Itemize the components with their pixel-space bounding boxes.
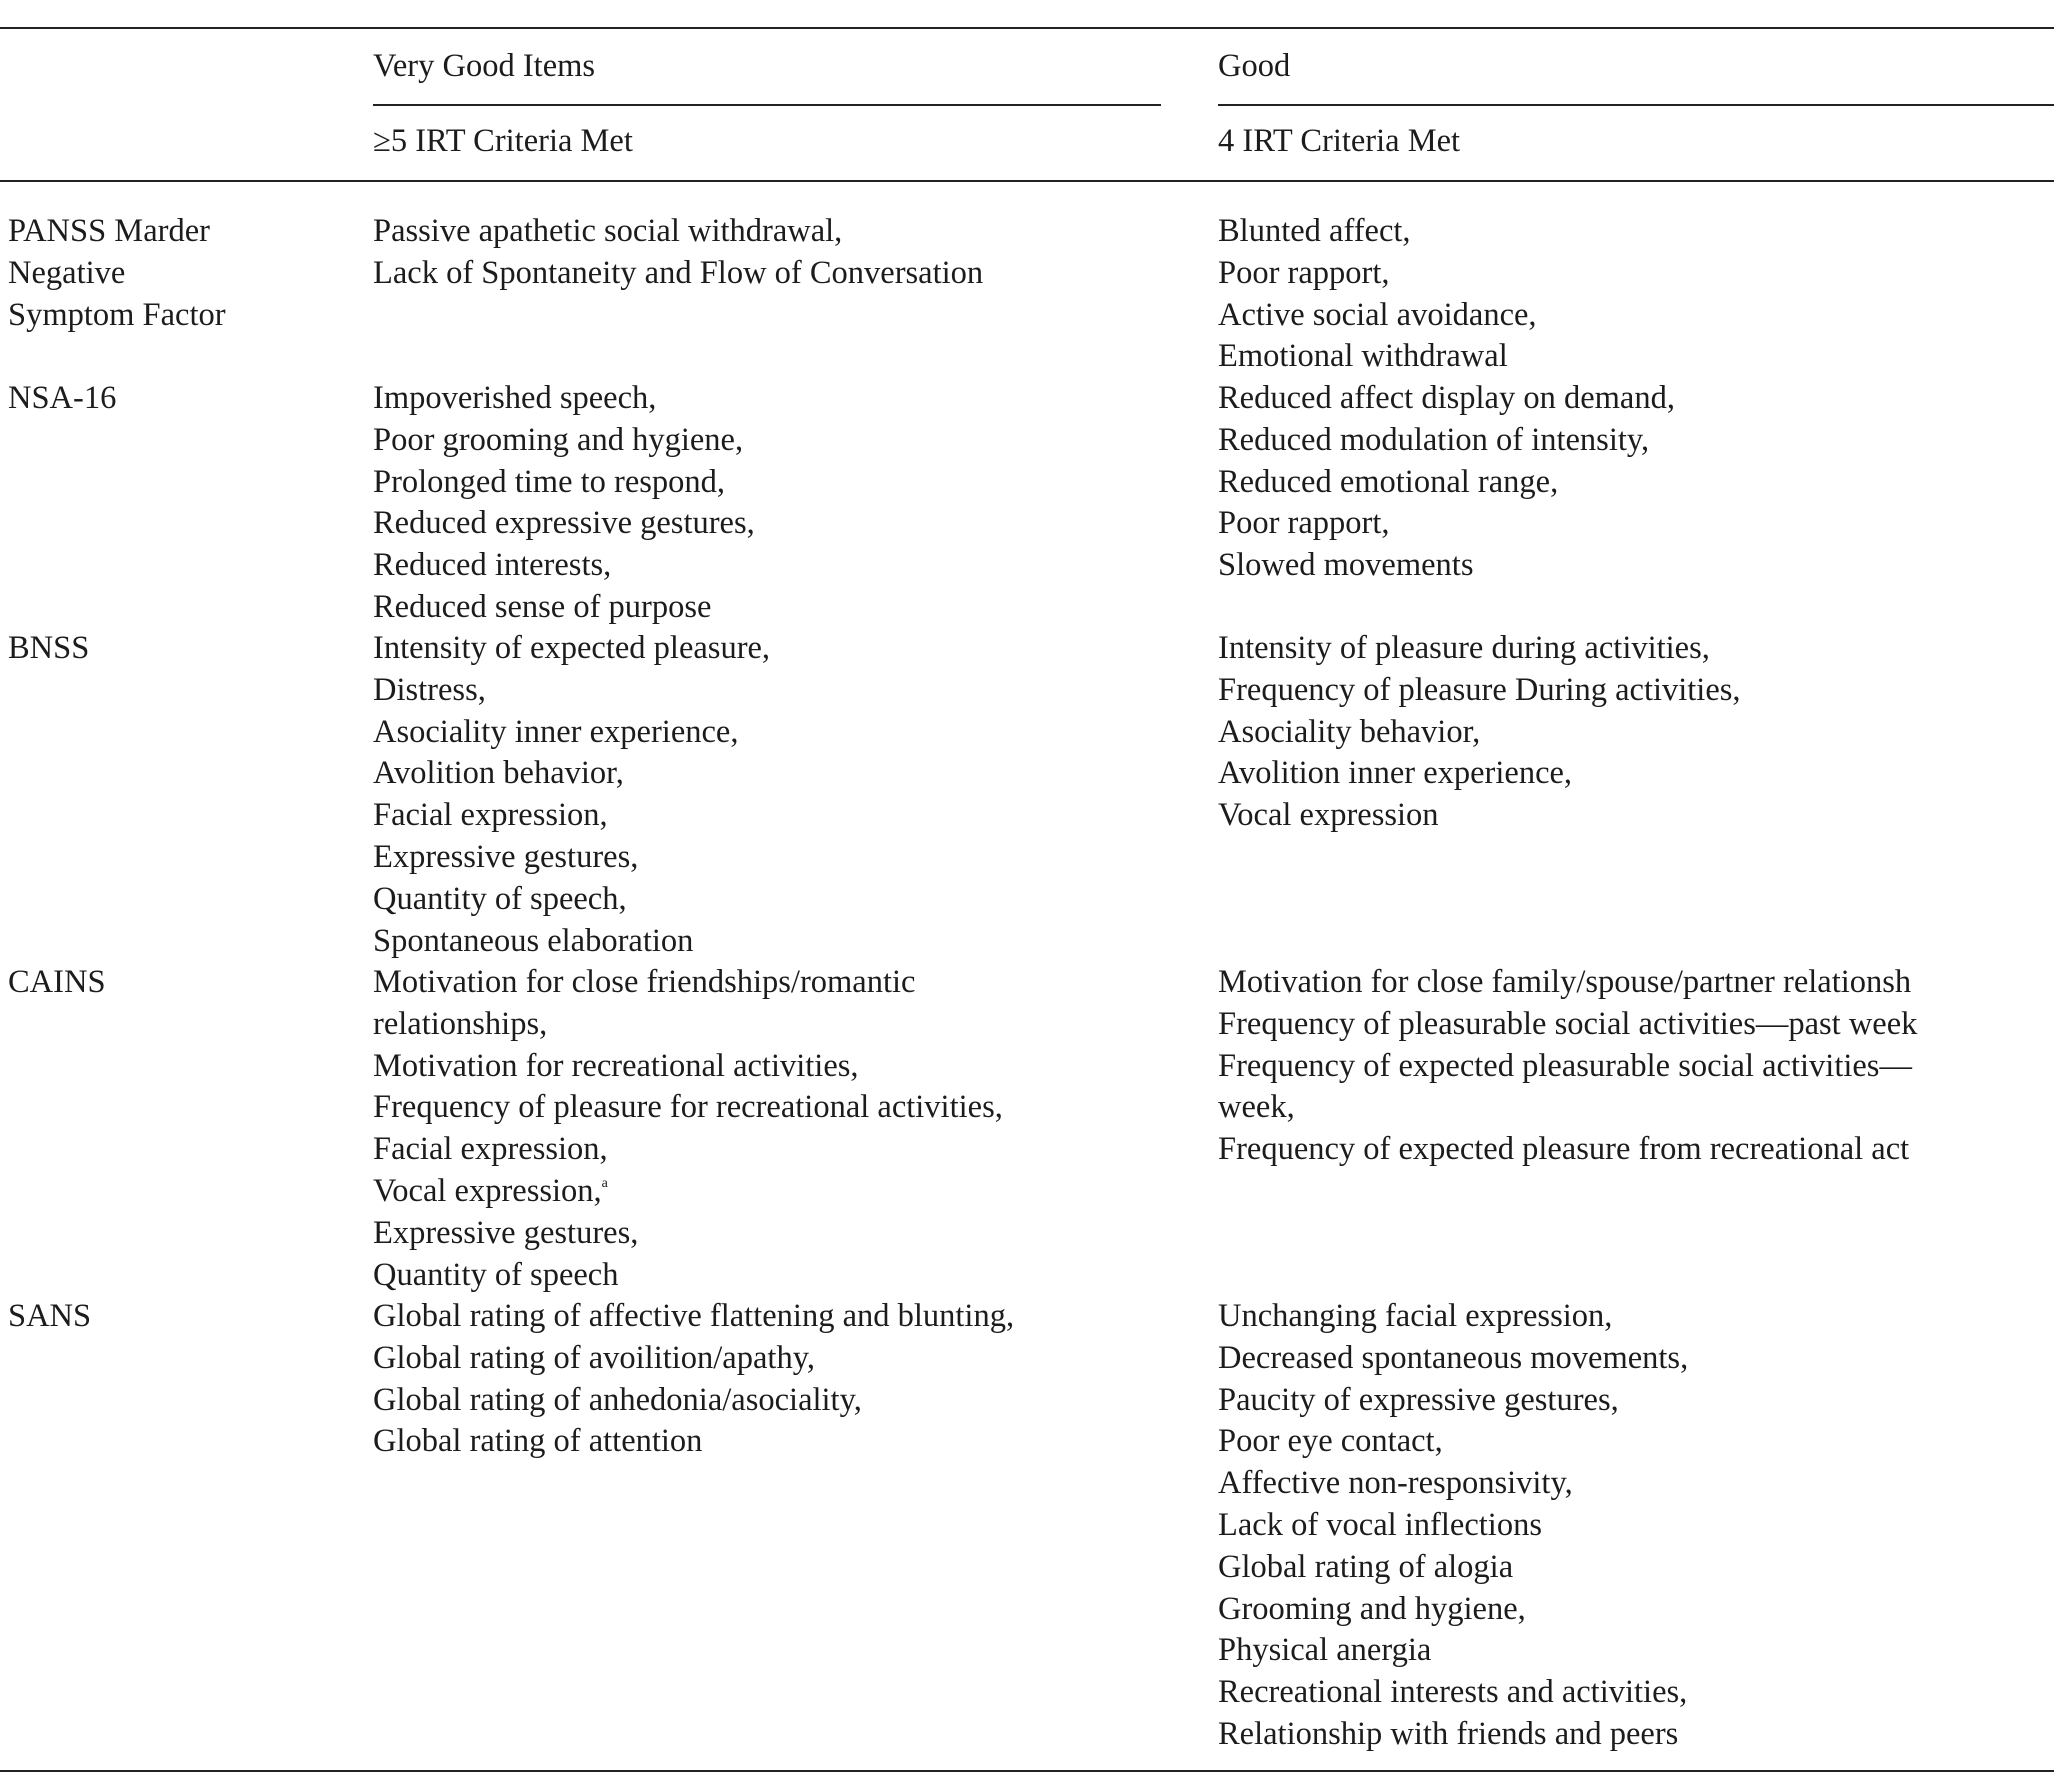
item-line: Intensity of expected pleasure, bbox=[373, 630, 771, 666]
scale-label-line: PANSS Marder bbox=[8, 213, 210, 249]
row-sans-good bbox=[1218, 1296, 1688, 1756]
scale-label-line: BNSS bbox=[8, 630, 90, 666]
item-line: Asociality inner experience, bbox=[373, 713, 739, 750]
item-line: Quantity of speech, bbox=[373, 880, 627, 917]
item-line: Prolonged time to respond, bbox=[373, 463, 726, 500]
item-line: Lack of Spontaneity and Flow of Conversation bbox=[373, 254, 984, 291]
item-line: Grooming and hygiene, bbox=[1218, 1590, 1526, 1627]
item-line: Global rating of affective flattening and blunting, bbox=[373, 1298, 1015, 1334]
row-sans-very-good bbox=[373, 1296, 1014, 1463]
item-line: Poor eye contact, bbox=[1218, 1423, 1443, 1460]
scale-label-line: Negative bbox=[8, 254, 126, 291]
item-line: Motivation for close friendships/romantic bbox=[373, 964, 916, 1000]
item-line: week, bbox=[1218, 1089, 1295, 1126]
item-line: Frequency of pleasure for recreational activities, bbox=[373, 1089, 1003, 1126]
item-line: Global rating of anhedonia/asociality, bbox=[373, 1381, 862, 1418]
item-line: Reduced sense of purpose bbox=[373, 588, 712, 625]
row-cains-good bbox=[1218, 962, 1917, 1171]
footnote-marker: a bbox=[601, 1175, 608, 1191]
row-bnss-scale bbox=[8, 628, 89, 670]
item-line: Global rating of avoilition/apathy, bbox=[373, 1339, 815, 1376]
item-line: Emotional withdrawal bbox=[1218, 338, 1508, 375]
item-line: Poor grooming and hygiene, bbox=[373, 421, 744, 458]
scale-label-line: CAINS bbox=[8, 964, 106, 1000]
item-line: Lack of vocal inflections bbox=[1218, 1506, 1542, 1543]
item-line: Intensity of pleasure during activities, bbox=[1218, 630, 1710, 666]
item-line: Global rating of attention bbox=[373, 1423, 703, 1460]
item-line: Poor rapport, bbox=[1218, 254, 1390, 291]
header-good-criteria: 4 IRT Criteria Met bbox=[1218, 123, 1461, 159]
scale-label-line: SANS bbox=[8, 1298, 92, 1334]
item-line: Asociality behavior, bbox=[1218, 713, 1481, 750]
item-line: Frequency of expected pleasurable social activities— bbox=[1218, 1047, 1912, 1084]
item-line: Expressive gestures, bbox=[373, 1214, 639, 1251]
item-line: Blunted affect, bbox=[1218, 213, 1411, 249]
item-line: Passive apathetic social withdrawal, bbox=[373, 213, 843, 249]
item-line: Avolition behavior, bbox=[373, 755, 624, 792]
item-line: Relationship with friends and peers bbox=[1218, 1715, 1679, 1752]
header-bottom-rule bbox=[0, 180, 2054, 182]
row-cains-scale bbox=[8, 962, 106, 1004]
item-line: Frequency of pleasurable social activities—past week bbox=[1218, 1005, 1918, 1042]
item-line: Recreational interests and activities, bbox=[1218, 1674, 1688, 1711]
item-line: Paucity of expressive gestures, bbox=[1218, 1381, 1619, 1418]
row-nsa16-scale bbox=[8, 378, 116, 420]
item-line: Motivation for close family/spouse/partner relationsh bbox=[1218, 964, 1912, 1000]
item-line: Reduced interests, bbox=[373, 547, 612, 584]
item-line: Decreased spontaneous movements, bbox=[1218, 1339, 1689, 1376]
header-good: Good bbox=[1218, 48, 1291, 84]
item-line: Slowed movements bbox=[1218, 547, 1474, 584]
item-line: Affective non-responsivity, bbox=[1218, 1465, 1573, 1502]
row-panss-very-good bbox=[373, 211, 983, 295]
item-line: relationships, bbox=[373, 1005, 548, 1042]
item-line: Poor rapport, bbox=[1218, 505, 1390, 542]
item-text: Vocal expression, bbox=[373, 1172, 602, 1209]
row-nsa16-good bbox=[1218, 378, 1675, 587]
item-line: Spontaneous elaboration bbox=[373, 922, 694, 959]
row-panss-good bbox=[1218, 211, 1537, 378]
item-line: Reduced emotional range, bbox=[1218, 463, 1559, 500]
table-bottom-rule bbox=[0, 1770, 2054, 1772]
table-top-rule bbox=[0, 27, 2054, 29]
item-line: Frequency of pleasure During activities, bbox=[1218, 671, 1741, 708]
item-line: Reduced modulation of intensity, bbox=[1218, 421, 1650, 458]
item-line: Reduced expressive gestures, bbox=[373, 505, 755, 542]
item-line: Vocal expression bbox=[1218, 797, 1439, 834]
row-nsa16-very-good bbox=[373, 378, 755, 629]
item-line: Distress, bbox=[373, 671, 486, 708]
item-line: Expressive gestures, bbox=[373, 838, 639, 875]
row-bnss-good bbox=[1218, 628, 1741, 837]
item-line: Reduced affect display on demand, bbox=[1218, 380, 1675, 416]
item-line: Frequency of expected pleasure from recreational act bbox=[1218, 1131, 1910, 1168]
item-line: Unchanging facial expression, bbox=[1218, 1298, 1613, 1334]
very-good-header-rule bbox=[373, 104, 1161, 106]
item-line: Impoverished speech, bbox=[373, 380, 657, 416]
row-bnss-very-good bbox=[373, 628, 770, 962]
item-line: Active social avoidance, bbox=[1218, 296, 1537, 333]
scale-label-line: Symptom Factor bbox=[8, 296, 226, 333]
header-very-good: Very Good Items bbox=[373, 48, 596, 84]
scale-label-line: NSA-16 bbox=[8, 380, 117, 416]
item-line: Motivation for recreational activities, bbox=[373, 1047, 859, 1084]
item-line: Facial expression, bbox=[373, 1131, 608, 1168]
row-panss-scale bbox=[8, 211, 226, 336]
row-sans-scale bbox=[8, 1296, 91, 1338]
good-header-rule bbox=[1218, 104, 2054, 106]
item-line: Global rating of alogia bbox=[1218, 1548, 1514, 1585]
item-line: Facial expression, bbox=[373, 797, 608, 834]
item-line: Avolition inner experience, bbox=[1218, 755, 1573, 792]
item-line: Physical anergia bbox=[1218, 1632, 1432, 1669]
row-cains-very-good bbox=[373, 962, 1003, 1296]
item-line-with-note bbox=[373, 1171, 1003, 1213]
header-very-good-criteria: ≥5 IRT Criteria Met bbox=[373, 123, 633, 159]
item-line: Quantity of speech bbox=[373, 1256, 619, 1293]
